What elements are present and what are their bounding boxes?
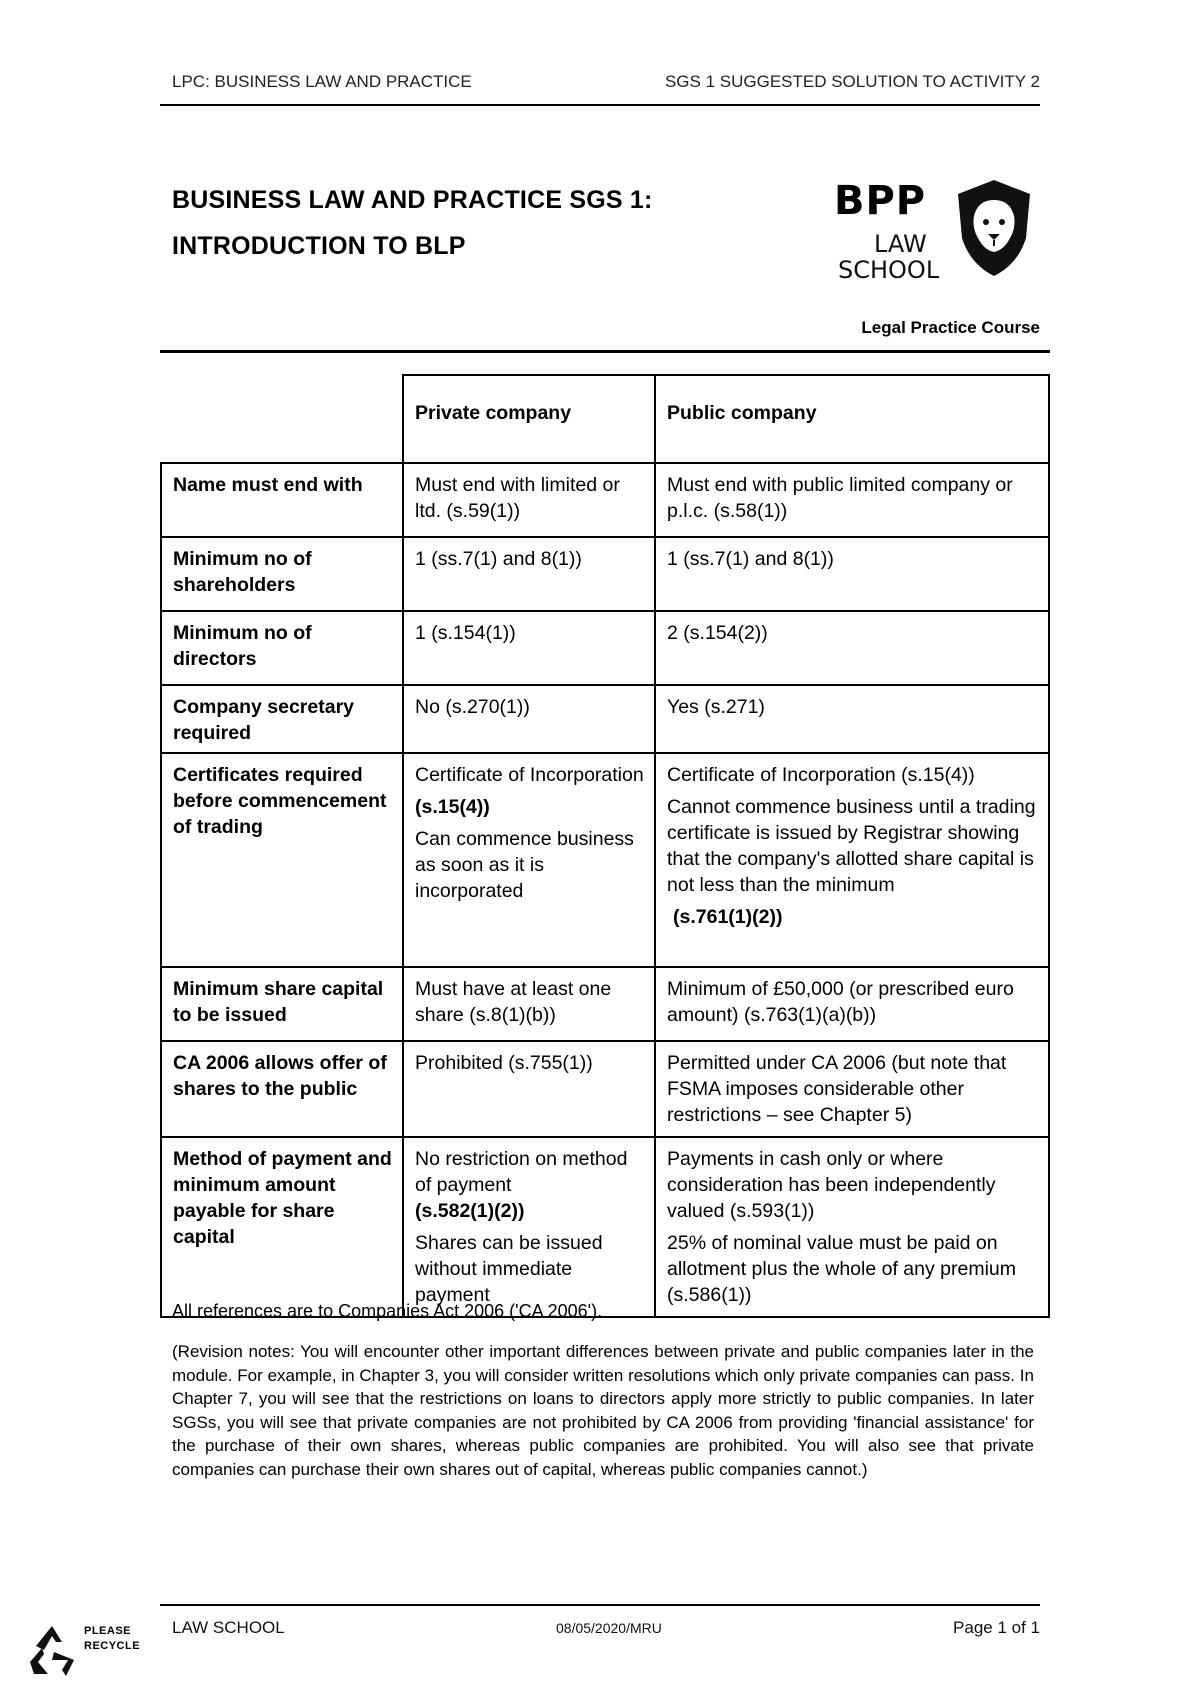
private-cell: Must have at least one share (s.8(1)(b)) — [403, 967, 655, 1041]
row-label: Minimum no of directors — [161, 611, 403, 685]
lion-shield-icon — [952, 178, 1036, 278]
table-corner — [161, 375, 403, 463]
doc-title-line2: INTRODUCTION TO BLP — [172, 232, 466, 260]
row-label: Method of payment and minimum amount payable for share capital — [161, 1137, 403, 1317]
public-ref: (s.761(1)(2)) — [673, 906, 783, 928]
private-cell: Prohibited (s.755(1)) — [403, 1041, 655, 1137]
footer-left: LAW SCHOOL — [172, 1618, 285, 1637]
table-row — [161, 463, 1049, 537]
recycle-label-line1: PLEASE — [84, 1625, 132, 1637]
table-header-row — [161, 375, 1049, 463]
public-text-2: Cannot commence business until a trading certificate is issued by Registrar showing that the company's allotted share capital is not less than the minimum — [667, 796, 1036, 896]
logo-line2: SCHOOL — [838, 256, 940, 284]
recycle-label — [84, 1624, 140, 1654]
revision-note: (Revision notes: You will encounter other important differences between private and public companies later in the module. For example, in Chapter 3, you will consider written resolutions which only private companies can pass. In Chapter 7, you will see that the restrictions on loans to directors apply more strictly to public companies. In later SGSs, you will see that private companies are not prohibited by CA 2006 from providing 'financial assistance' for the purchase of their own shares, whereas public companies are prohibited. You will also see that private companies can purchase their own shares out of capital, whereas public companies cannot.) — [172, 1342, 1034, 1479]
public-text-2: 25% of nominal value must be paid on allotment plus the whole of any premium (s.586(1)) — [667, 1232, 1017, 1306]
running-header-right: SGS 1 SUGGESTED SOLUTION TO ACTIVITY 2 — [664, 72, 1040, 91]
column-header-public: Public company — [655, 375, 1049, 463]
public-cell — [655, 1137, 1049, 1317]
private-cell: 1 (s.154(1)) — [403, 611, 655, 685]
recycle-icon — [22, 1620, 82, 1680]
row-label: Certificates required before commencement of trading — [161, 753, 403, 967]
doc-title-line1: BUSINESS LAW AND PRACTICE SGS 1: — [172, 186, 653, 214]
private-text: No restriction on method of payment — [415, 1148, 628, 1196]
private-cell: 1 (ss.7(1) and 8(1)) — [403, 537, 655, 611]
running-header-left: LPC: BUSINESS LAW AND PRACTICE — [172, 72, 472, 91]
row-label: Company secretary required — [161, 685, 403, 753]
public-cell: 1 (ss.7(1) and 8(1)) — [655, 537, 1049, 611]
row-label: Minimum share capital to be issued — [161, 967, 403, 1041]
column-header-private: Private company — [403, 375, 655, 463]
table-row — [161, 753, 1049, 967]
public-cell: Yes (s.271) — [655, 685, 1049, 753]
private-cell — [403, 753, 655, 967]
private-ref: (s.582(1)(2)) — [415, 1200, 525, 1222]
bpp-law-school-logo — [834, 178, 1034, 288]
table-row — [161, 967, 1049, 1041]
private-ref: (s.15(4)) — [415, 796, 490, 818]
row-label: Minimum no of shareholders — [161, 537, 403, 611]
footer-page-number: Page 1 of 1 — [953, 1618, 1040, 1637]
course-label: Legal Practice Course — [861, 318, 1040, 337]
public-text: Certificate of Incorporation (s.15(4)) — [667, 764, 975, 786]
public-cell: 2 (s.154(2)) — [655, 611, 1049, 685]
public-cell — [655, 753, 1049, 967]
public-cell: Permitted under CA 2006 (but note that FSMA imposes considerable other restrictions – see Chapter 5) — [655, 1041, 1049, 1137]
private-cell — [403, 1137, 655, 1317]
private-cell: Must end with limited or ltd. (s.59(1)) — [403, 463, 655, 537]
header-rule — [160, 104, 1040, 106]
table-row — [161, 537, 1049, 611]
row-label: CA 2006 allows offer of shares to the public — [161, 1041, 403, 1137]
public-text: Payments in cash only or where consideration has been independently valued (s.593(1)) — [667, 1148, 996, 1222]
private-text-2: Shares can be issued without immediate payment — [415, 1232, 603, 1306]
table-row — [161, 685, 1049, 753]
footer-rule — [160, 1604, 1040, 1606]
table-row — [161, 611, 1049, 685]
public-cell: Minimum of £50,000 (or prescribed euro amount) (s.763(1)(a)(b)) — [655, 967, 1049, 1041]
comparison-table — [160, 374, 1050, 1318]
recycle-label-line2: RECYCLE — [84, 1640, 141, 1652]
logo-brand: BPP — [834, 178, 927, 224]
table-row — [161, 1137, 1049, 1317]
logo-line1: LAW — [874, 230, 927, 258]
title-rule — [160, 350, 1050, 353]
table-row — [161, 1041, 1049, 1137]
public-cell: Must end with public limited company or p.l.c. (s.58(1)) — [655, 463, 1049, 537]
row-label: Name must end with — [161, 463, 403, 537]
references-note: All references are to Companies Act 2006 ('CA 2006'). — [172, 1301, 603, 1321]
private-text: Certificate of Incorporation — [415, 764, 644, 786]
footer-date: 08/05/2020/MRU — [556, 1620, 662, 1636]
private-cell: No (s.270(1)) — [403, 685, 655, 753]
private-text-2: Can commence business as soon as it is incorporated — [415, 828, 634, 902]
